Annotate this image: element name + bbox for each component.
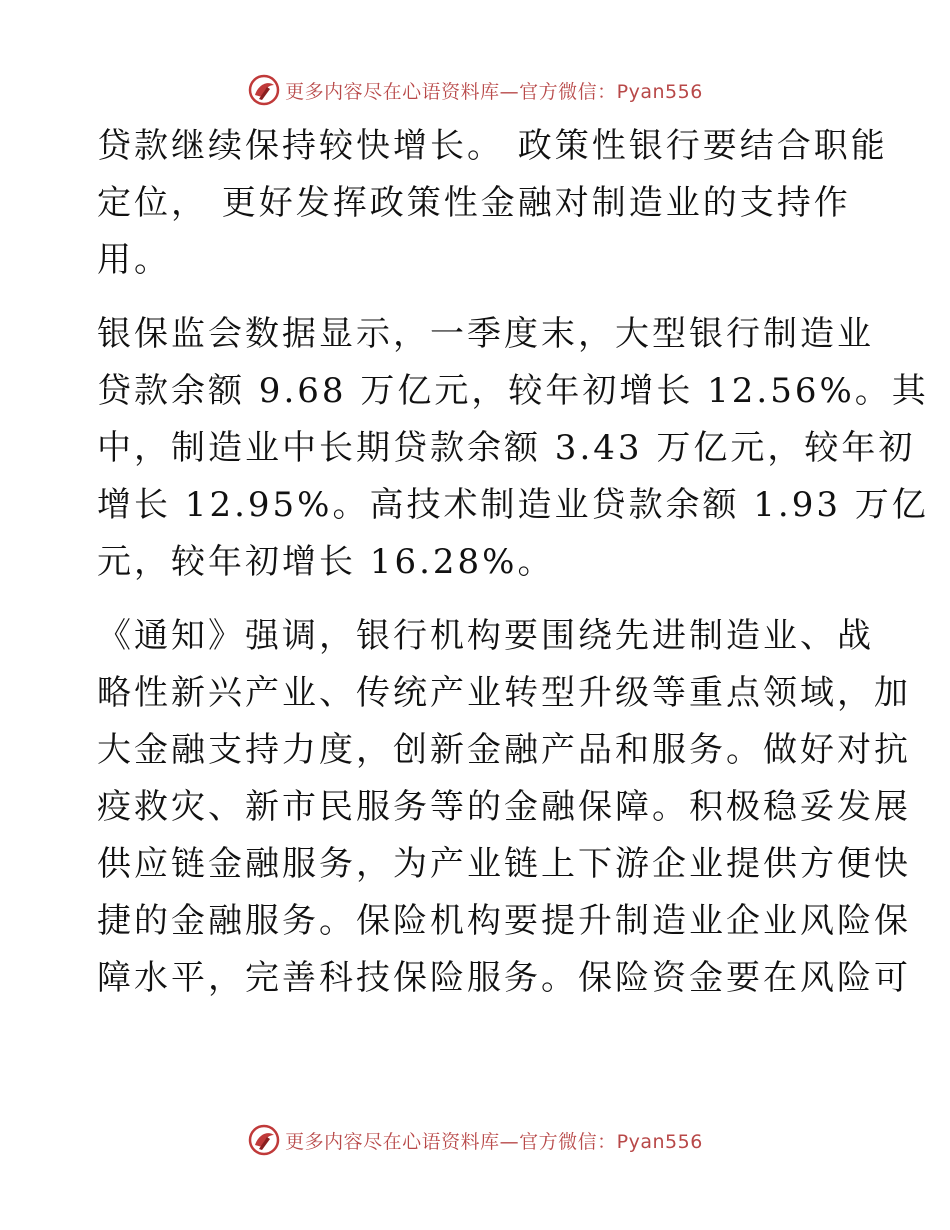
header-watermark xyxy=(0,70,950,110)
text-line: 增长 12.95%。高技术制造业贷款余额 1.93 万亿 xyxy=(97,485,929,525)
text-line: 用。 xyxy=(97,240,171,280)
footer-watermark xyxy=(0,1120,950,1160)
text-line: 《通知》强调，银行机构要围绕先进制造业、战 xyxy=(97,616,874,656)
text-line: 捷的金融服务。保险机构要提升制造业企业风险保 xyxy=(97,901,911,941)
watermark-text: 更多内容尽在心语资料库—官方微信：Pyan556 xyxy=(285,1130,703,1153)
text-line: 大金融支持力度，创新金融产品和服务。做好对抗 xyxy=(97,730,911,770)
red-ribbon-logo-icon xyxy=(247,1123,281,1157)
paragraph-2 xyxy=(97,306,929,591)
watermark-text: 更多内容尽在心语资料库—官方微信：Pyan556 xyxy=(285,80,703,103)
red-ribbon-logo-icon xyxy=(247,73,281,107)
text-line: 贷款继续保持较快增长。 政策性银行要结合职能 xyxy=(97,126,888,166)
text-line: 疫救灾、新市民服务等的金融保障。积极稳妥发展 xyxy=(97,787,911,827)
text-line: 贷款余额 9.68 万亿元，较年初增长 12.56%。其 xyxy=(97,371,929,411)
text-line: 定位， 更好发挥政策性金融对制造业的支持作 xyxy=(97,183,851,223)
document-body xyxy=(97,118,929,1024)
paragraph-1 xyxy=(97,118,888,289)
text-line: 供应链金融服务，为产业链上下游企业提供方便快 xyxy=(97,844,911,884)
text-line: 略性新兴产业、传统产业转型升级等重点领域，加 xyxy=(97,673,911,713)
paragraph-3 xyxy=(97,608,911,1007)
text-line: 元，较年初增长 16.28%。 xyxy=(97,542,555,582)
text-line: 障水平，完善科技保险服务。保险资金要在风险可 xyxy=(97,958,911,998)
text-line: 银保监会数据显示，一季度末，大型银行制造业 xyxy=(97,314,874,354)
text-line: 中，制造业中长期贷款余额 3.43 万亿元，较年初 xyxy=(97,428,916,468)
